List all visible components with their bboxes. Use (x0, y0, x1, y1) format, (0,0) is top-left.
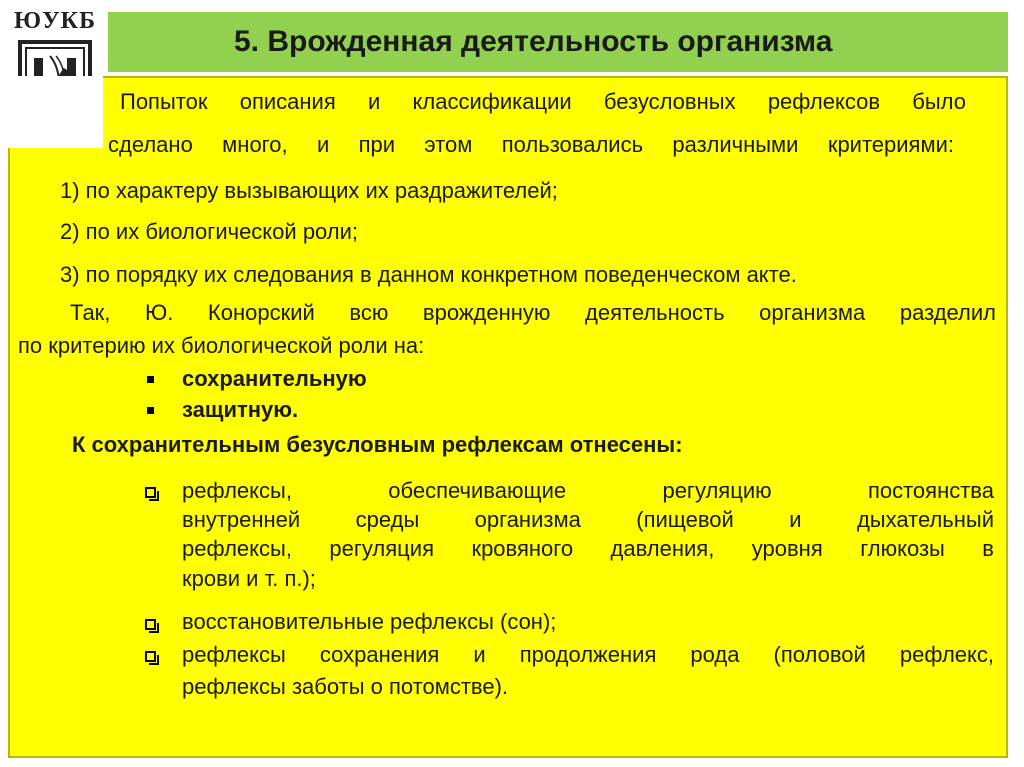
type-protective: защитную. (182, 397, 299, 422)
checkbox-bullet-icon (145, 619, 156, 630)
reflex-1-line-4: крови и т. п.); (182, 566, 316, 591)
criterion-2: 2) по их биологической роли; (60, 219, 359, 244)
square-bullet-icon (147, 407, 154, 414)
checkbox-bullet-icon (145, 651, 156, 662)
konorski-line-1: Так, Ю. Конорский всю врожденную деятельность организма разделил (70, 300, 996, 325)
criterion-3: 3) по порядку их следования в данном конкретном поведенческом акте. (60, 262, 797, 287)
reflex-1-line-2: внутренней среды организма (пищевой и дыхательный (182, 507, 994, 532)
square-bullet-icon (147, 376, 154, 383)
reflex-2: восстановительные рефлексы (сон); (182, 609, 557, 634)
slide-title: 5. Врожденная деятельность организма (234, 25, 833, 58)
panel-notch (8, 76, 103, 148)
title-bar (108, 12, 1008, 72)
intro-line-2: сделано много, и при этом пользовались различными критериями: (108, 132, 954, 157)
reflex-1-line-1: рефлексы, обеспечивающие регуляцию постоянства (182, 478, 994, 503)
type-preservative: сохранительную (182, 366, 367, 391)
checkbox-bullet-icon (145, 487, 156, 498)
reflex-3-line-2: рефлексы заботы о потомстве). (182, 674, 509, 699)
reflex-3-line-1: рефлексы сохранения и продолжения рода (половой рефлекс, (182, 642, 994, 667)
logo-text: ЮУКБ (14, 8, 96, 34)
intro-line-1: Попыток описания и классификации безусловных рефлексов было (120, 89, 966, 114)
criterion-1: 1) по характеру вызывающих их раздражителей; (60, 178, 558, 203)
reflex-1-line-3: рефлексы, регуляция кровяного давления, уровня глюкозы в (182, 536, 994, 561)
subheading: К сохранительным безусловным рефлексам отнесены: (72, 432, 683, 457)
konorski-line-2: по критерию их биологической роли на: (18, 333, 425, 358)
